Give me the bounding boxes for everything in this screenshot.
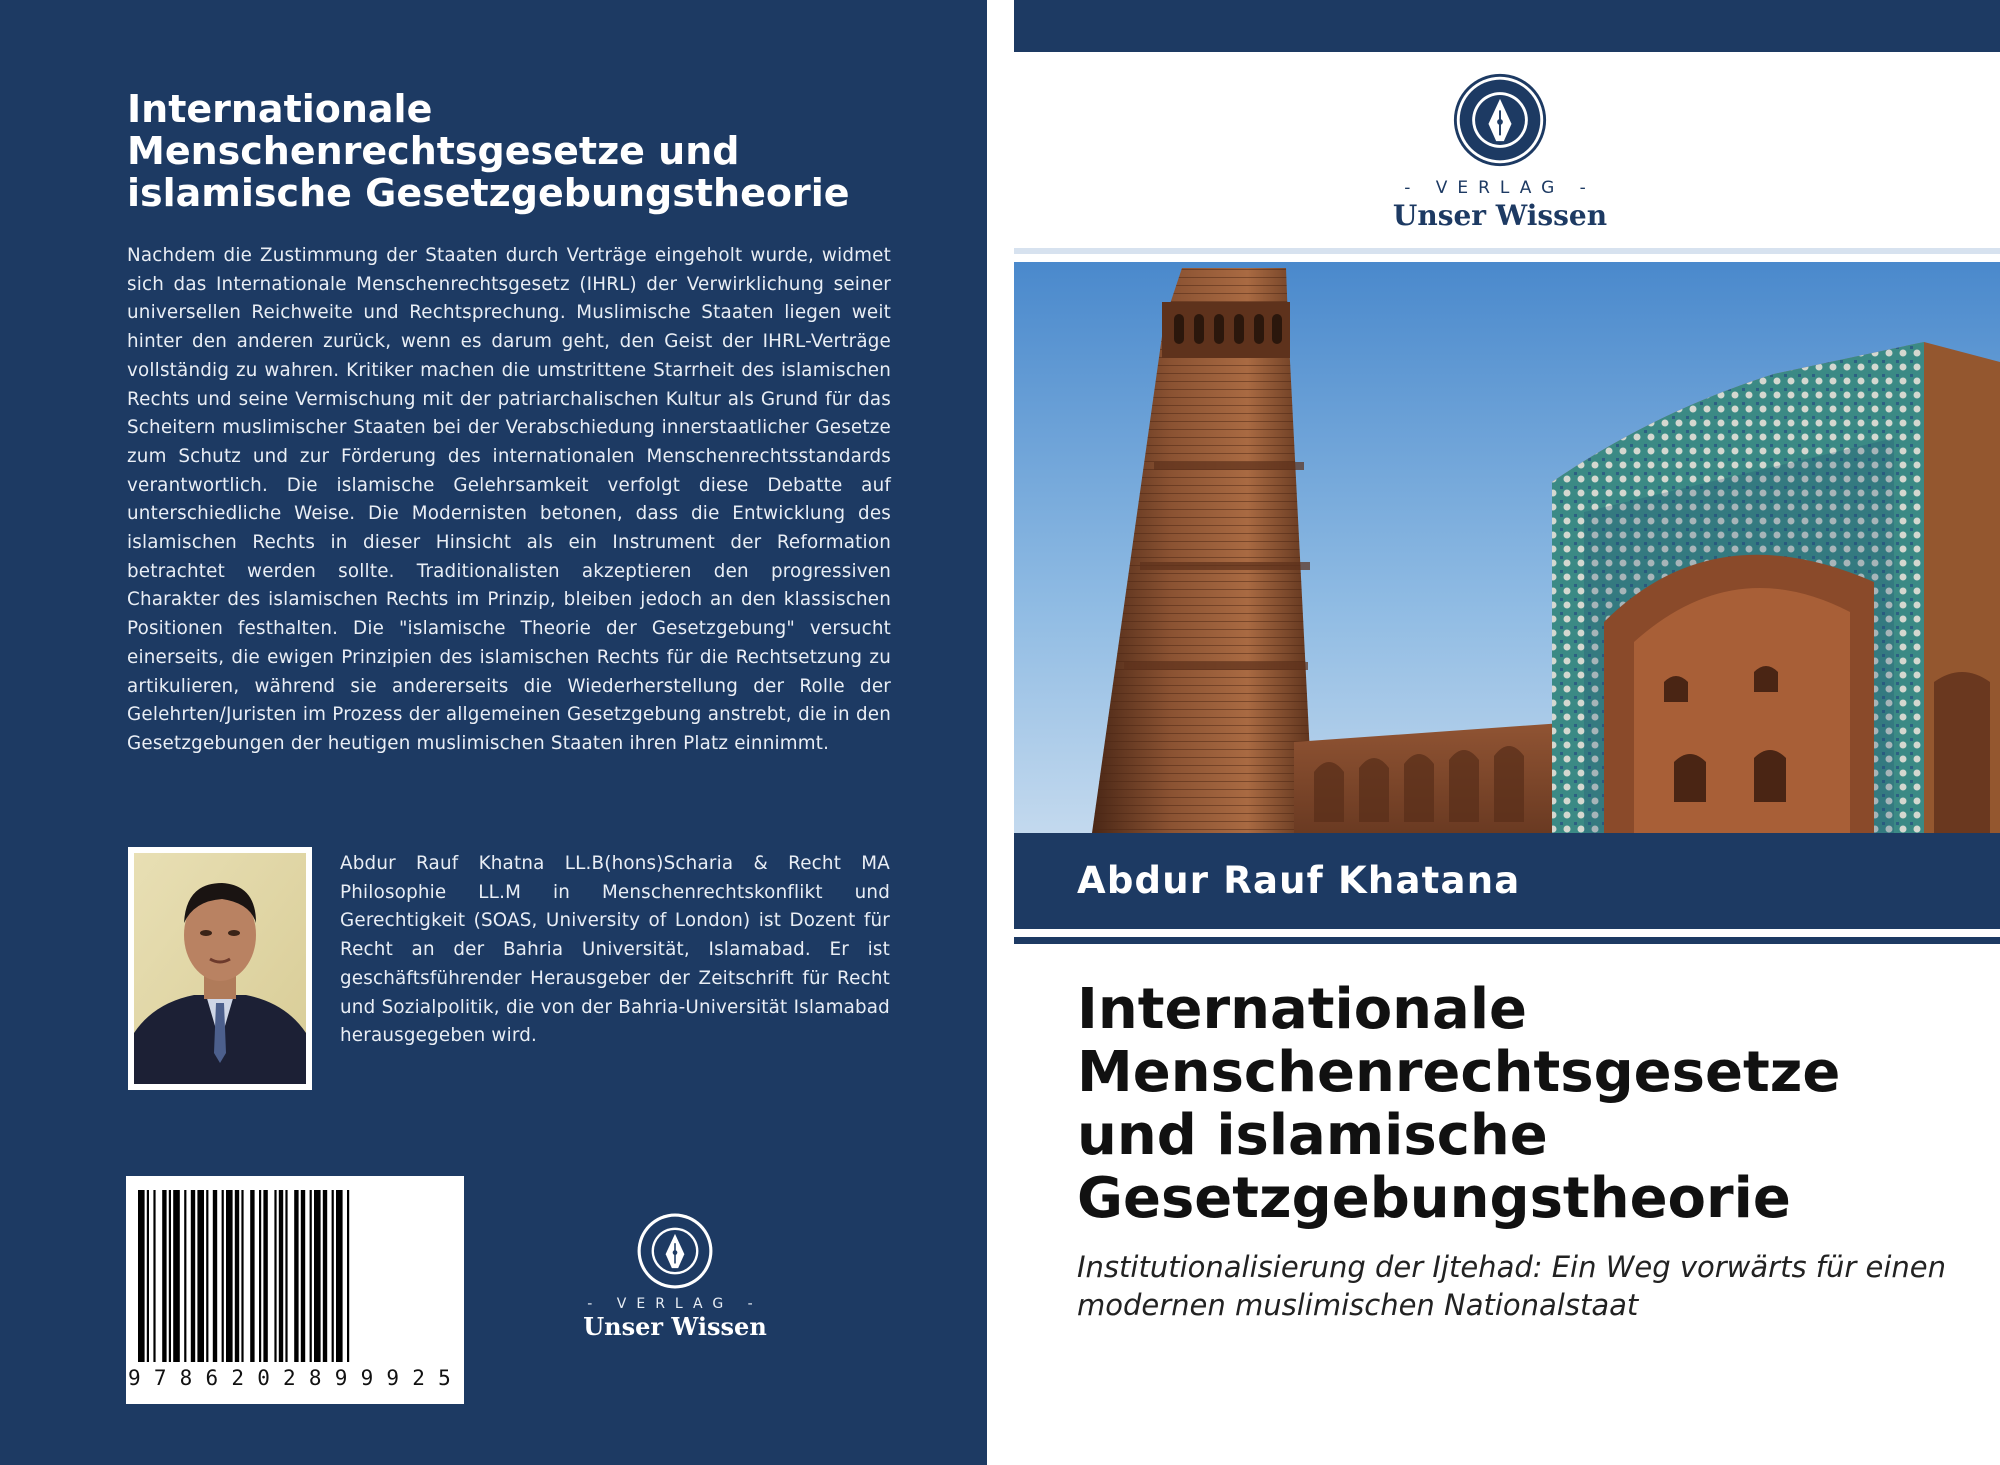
back-cover (0, 0, 987, 1465)
front-divider-bottom (1014, 937, 2000, 944)
author-photo (128, 847, 312, 1090)
pen-nib-seal-icon (1452, 72, 1548, 168)
front-cover-subtitle: Institutionalisierung der Ijtehad: Ein Weg vorwärts für einen modernen muslimischen Nationalstaat (1077, 1250, 1947, 1322)
back-logo-name: Unser Wissen (583, 1312, 767, 1341)
back-logo-verlag: - VERLAG - (587, 1296, 763, 1312)
pen-nib-seal-icon (636, 1212, 714, 1290)
spine-gap (987, 0, 1014, 1465)
front-cover-title: Internationale Menschenrechtsgesetze und islamische Gesetzgebungstheorie (1077, 977, 1841, 1231)
front-publisher-logo (1380, 72, 1620, 232)
front-divider-top (1014, 248, 2000, 254)
barcode (126, 1176, 464, 1404)
back-cover-title: Internationale Menschenrechtsgesetze und islamische Gesetzgebungstheorie (127, 87, 850, 215)
author-band (1014, 833, 2000, 929)
author-bio: Abdur Rauf Khatna LL.B(hons)Scharia & Recht MA Philosophie LL.M in Menschenrechtskonflikt und Gerechtigkeit (SOAS, University of London) ist Dozent für Recht an der Bahria Universität, Islamabad. Er ist geschäftsführender Herausgeber der Zeitschrift für Recht und Sozialpolitik, die von der Bahria-Universität Islamabad herausgegeben wird. (340, 853, 890, 1047)
front-top-bar (1014, 0, 2000, 52)
front-logo-verlag: - VERLAG - (1404, 178, 1596, 198)
back-publisher-logo (575, 1212, 775, 1342)
front-logo-name: Unser Wissen (1392, 199, 1608, 232)
cover-photo-mosque (1014, 262, 2000, 833)
back-cover-blurb: Nachdem die Zustimmung der Staaten durch Verträge eingeholt wurde, widmet sich das Internationale Menschenrechtsgesetz (IHRL) der Verwirklichung seiner universellen Reichweite und Rechtsprechung. Muslimische Staaten liegen weit hinter den anderen zurück, wenn es darum geht, den Geist der IHRL-Verträge vollständig zu wahren. Kritiker machen die umstrittene Starrheit des islamischen Rechts und seine Vermischung mit der patriarchalischen Kultur als Grund für das Scheitern muslimischer Staaten bei der Verabschiedung innerstaatlicher Gesetze zum Schutz und zur Förderung des internationalen Menschenrechtsstandards verantwortlich. Die islamische Gelehrsamkeit verfolgt diese Debatte auf unterschiedliche Weise. Die Modernisten betonen, dass die Entwicklung des islamischen Rechts in dieser Hinsicht als ein Instrument der Reformation betrachtet werden sollte. Traditionalisten akzeptieren den progressiven Charakter des islamischen Rechts im Prinzip, bleiben jedoch an den klassischen Positionen festhalten. Die "islamische Theorie der Gesetzgebung" versucht einerseits, die ewigen Prinzipien des islamischen Rechts für die Rechtsetzung zu artikulieren, während sie andererseits die Wiederherstellung der Rolle der Gelehrten/Juristen im Prozess der allgemeinen Gesetzgebung anstrebt, die in den Gesetzgebungen der heutigen muslimischen Staaten ihren Platz einnimmt. (127, 245, 891, 754)
isbn-number: 9786202899925 (128, 1366, 464, 1390)
front-author-name: Abdur Rauf Khatana (1077, 859, 1521, 902)
